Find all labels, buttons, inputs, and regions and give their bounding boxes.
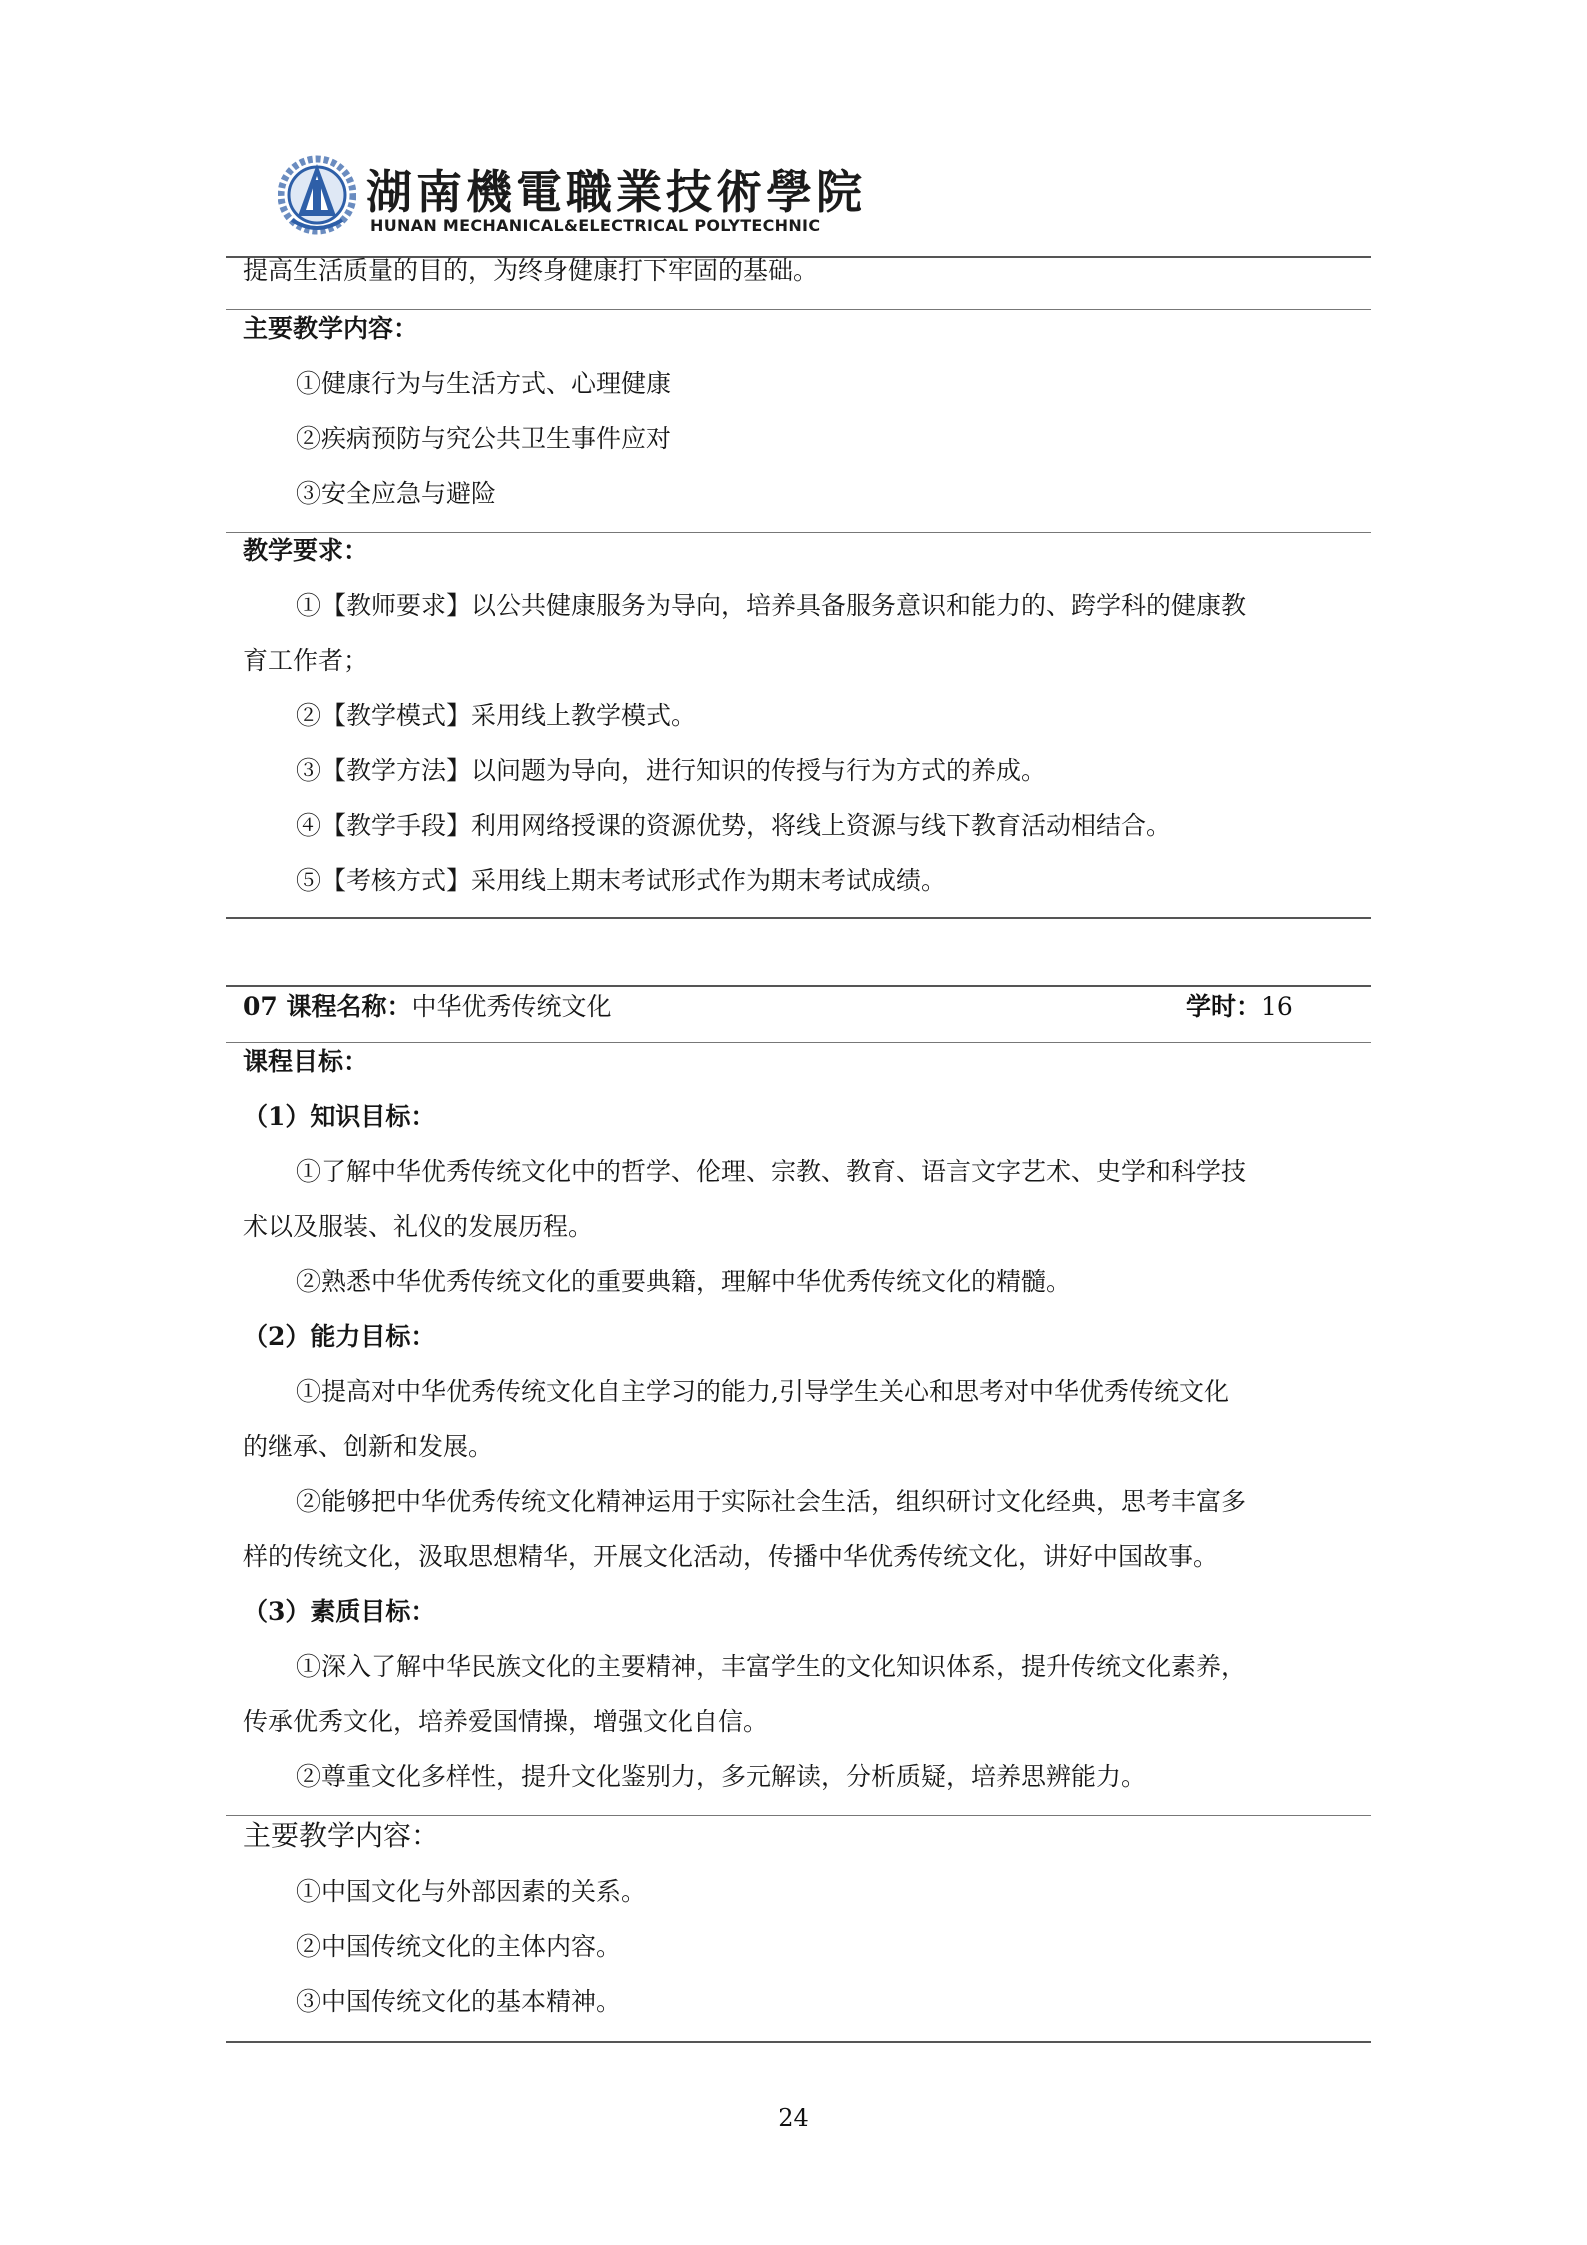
requirement-item: ③【教学方法】以问题为导向，进行知识的传授与行为方式的养成。 — [296, 756, 1047, 785]
requirement-item: ①【教师要求】以公共健康服务为导向，培养具备服务意识和能力的、跨学科的健康教 — [296, 591, 1247, 620]
content-heading: 主要教学内容： — [243, 314, 419, 343]
knowledge-item-cont: 术以及服装、礼仪的发展历程。 — [243, 1212, 594, 1241]
knowledge-item: ①了解中华优秀传统文化中的哲学、伦理、宗教、教育、语言文字艺术、史学和科学技 — [296, 1157, 1247, 1186]
goals-heading: 课程目标： — [243, 1047, 369, 1076]
section-end-rule — [226, 2041, 1371, 2043]
quality-item-cont: 传承优秀文化，培养爱国情操，增强文化自信。 — [243, 1707, 769, 1736]
ability-item-cont: 的继承、创新和发展。 — [243, 1432, 494, 1461]
divider — [226, 309, 1371, 310]
ability-item: ①提高对中华优秀传统文化自主学习的能力,引导学生关心和思考对中华优秀传统文化 — [296, 1377, 1229, 1406]
content-item: ③安全应急与避险 — [296, 479, 497, 508]
content-item: ①中国文化与外部因素的关系。 — [296, 1877, 647, 1906]
school-name-en: HUNAN MECHANICAL&ELECTRICAL POLYTECHNIC — [370, 216, 821, 235]
content-heading: 主要教学内容： — [243, 1819, 440, 1852]
page-number: 24 — [778, 2104, 809, 2132]
requirements-heading: 教学要求： — [243, 536, 369, 565]
quality-item: ②尊重文化多样性，提升文化鉴别力，多元解读，分析质疑，培养思辨能力。 — [296, 1762, 1147, 1791]
divider — [226, 1042, 1371, 1043]
ability-heading: （2）能力目标： — [243, 1322, 436, 1351]
requirement-item: ④【教学手段】利用网络授课的资源优势，将线上资源与线下教育活动相结合。 — [296, 811, 1172, 840]
requirement-item-cont: 育工作者； — [243, 646, 369, 675]
knowledge-heading: （1）知识目标： — [243, 1102, 436, 1131]
divider — [226, 532, 1371, 533]
course-hours — [1186, 990, 1293, 1024]
course-name-label: 07 课程名称： — [243, 992, 412, 1021]
ability-item: ②能够把中华优秀传统文化精神运用于实际社会生活，组织研讨文化经典，思考丰富多 — [296, 1487, 1247, 1516]
ability-item-cont: 样的传统文化，汲取思想精华，开展文化活动，传播中华优秀传统文化，讲好中国故事。 — [243, 1542, 1219, 1571]
requirement-item: ②【教学模式】采用线上教学模式。 — [296, 701, 697, 730]
content-item: ①健康行为与生活方式、心理健康 — [296, 369, 672, 398]
hours-value: 16 — [1261, 992, 1293, 1021]
content-item: ②疾病预防与究公共卫生事件应对 — [296, 424, 672, 453]
divider — [226, 1815, 1371, 1816]
requirement-item: ⑤【考核方式】采用线上期末考试形式作为期末考试成绩。 — [296, 866, 947, 895]
hours-label: 学时： — [1186, 992, 1262, 1021]
course-top-rule — [226, 985, 1371, 987]
prev-course-continuation: 提高生活质量的目的，为终身健康打下牢固的基础。 — [243, 256, 819, 285]
course-name-value: 中华优秀传统文化 — [411, 992, 612, 1021]
page-header — [278, 150, 866, 250]
school-name-cn: 湖南機電職業技術學院 — [366, 165, 866, 219]
quality-item: ①深入了解中华民族文化的主要精神，丰富学生的文化知识体系，提升传统文化素养， — [296, 1652, 1247, 1681]
school-logo-icon — [278, 150, 356, 240]
content-item: ③中国传统文化的基本精神。 — [296, 1987, 622, 2016]
course-name-row — [243, 990, 612, 1024]
knowledge-item: ②熟悉中华优秀传统文化的重要典籍，理解中华优秀传统文化的精髓。 — [296, 1267, 1072, 1296]
content-item: ②中国传统文化的主体内容。 — [296, 1932, 622, 1961]
quality-heading: （3）素质目标： — [243, 1597, 436, 1626]
section-end-rule — [226, 917, 1371, 919]
